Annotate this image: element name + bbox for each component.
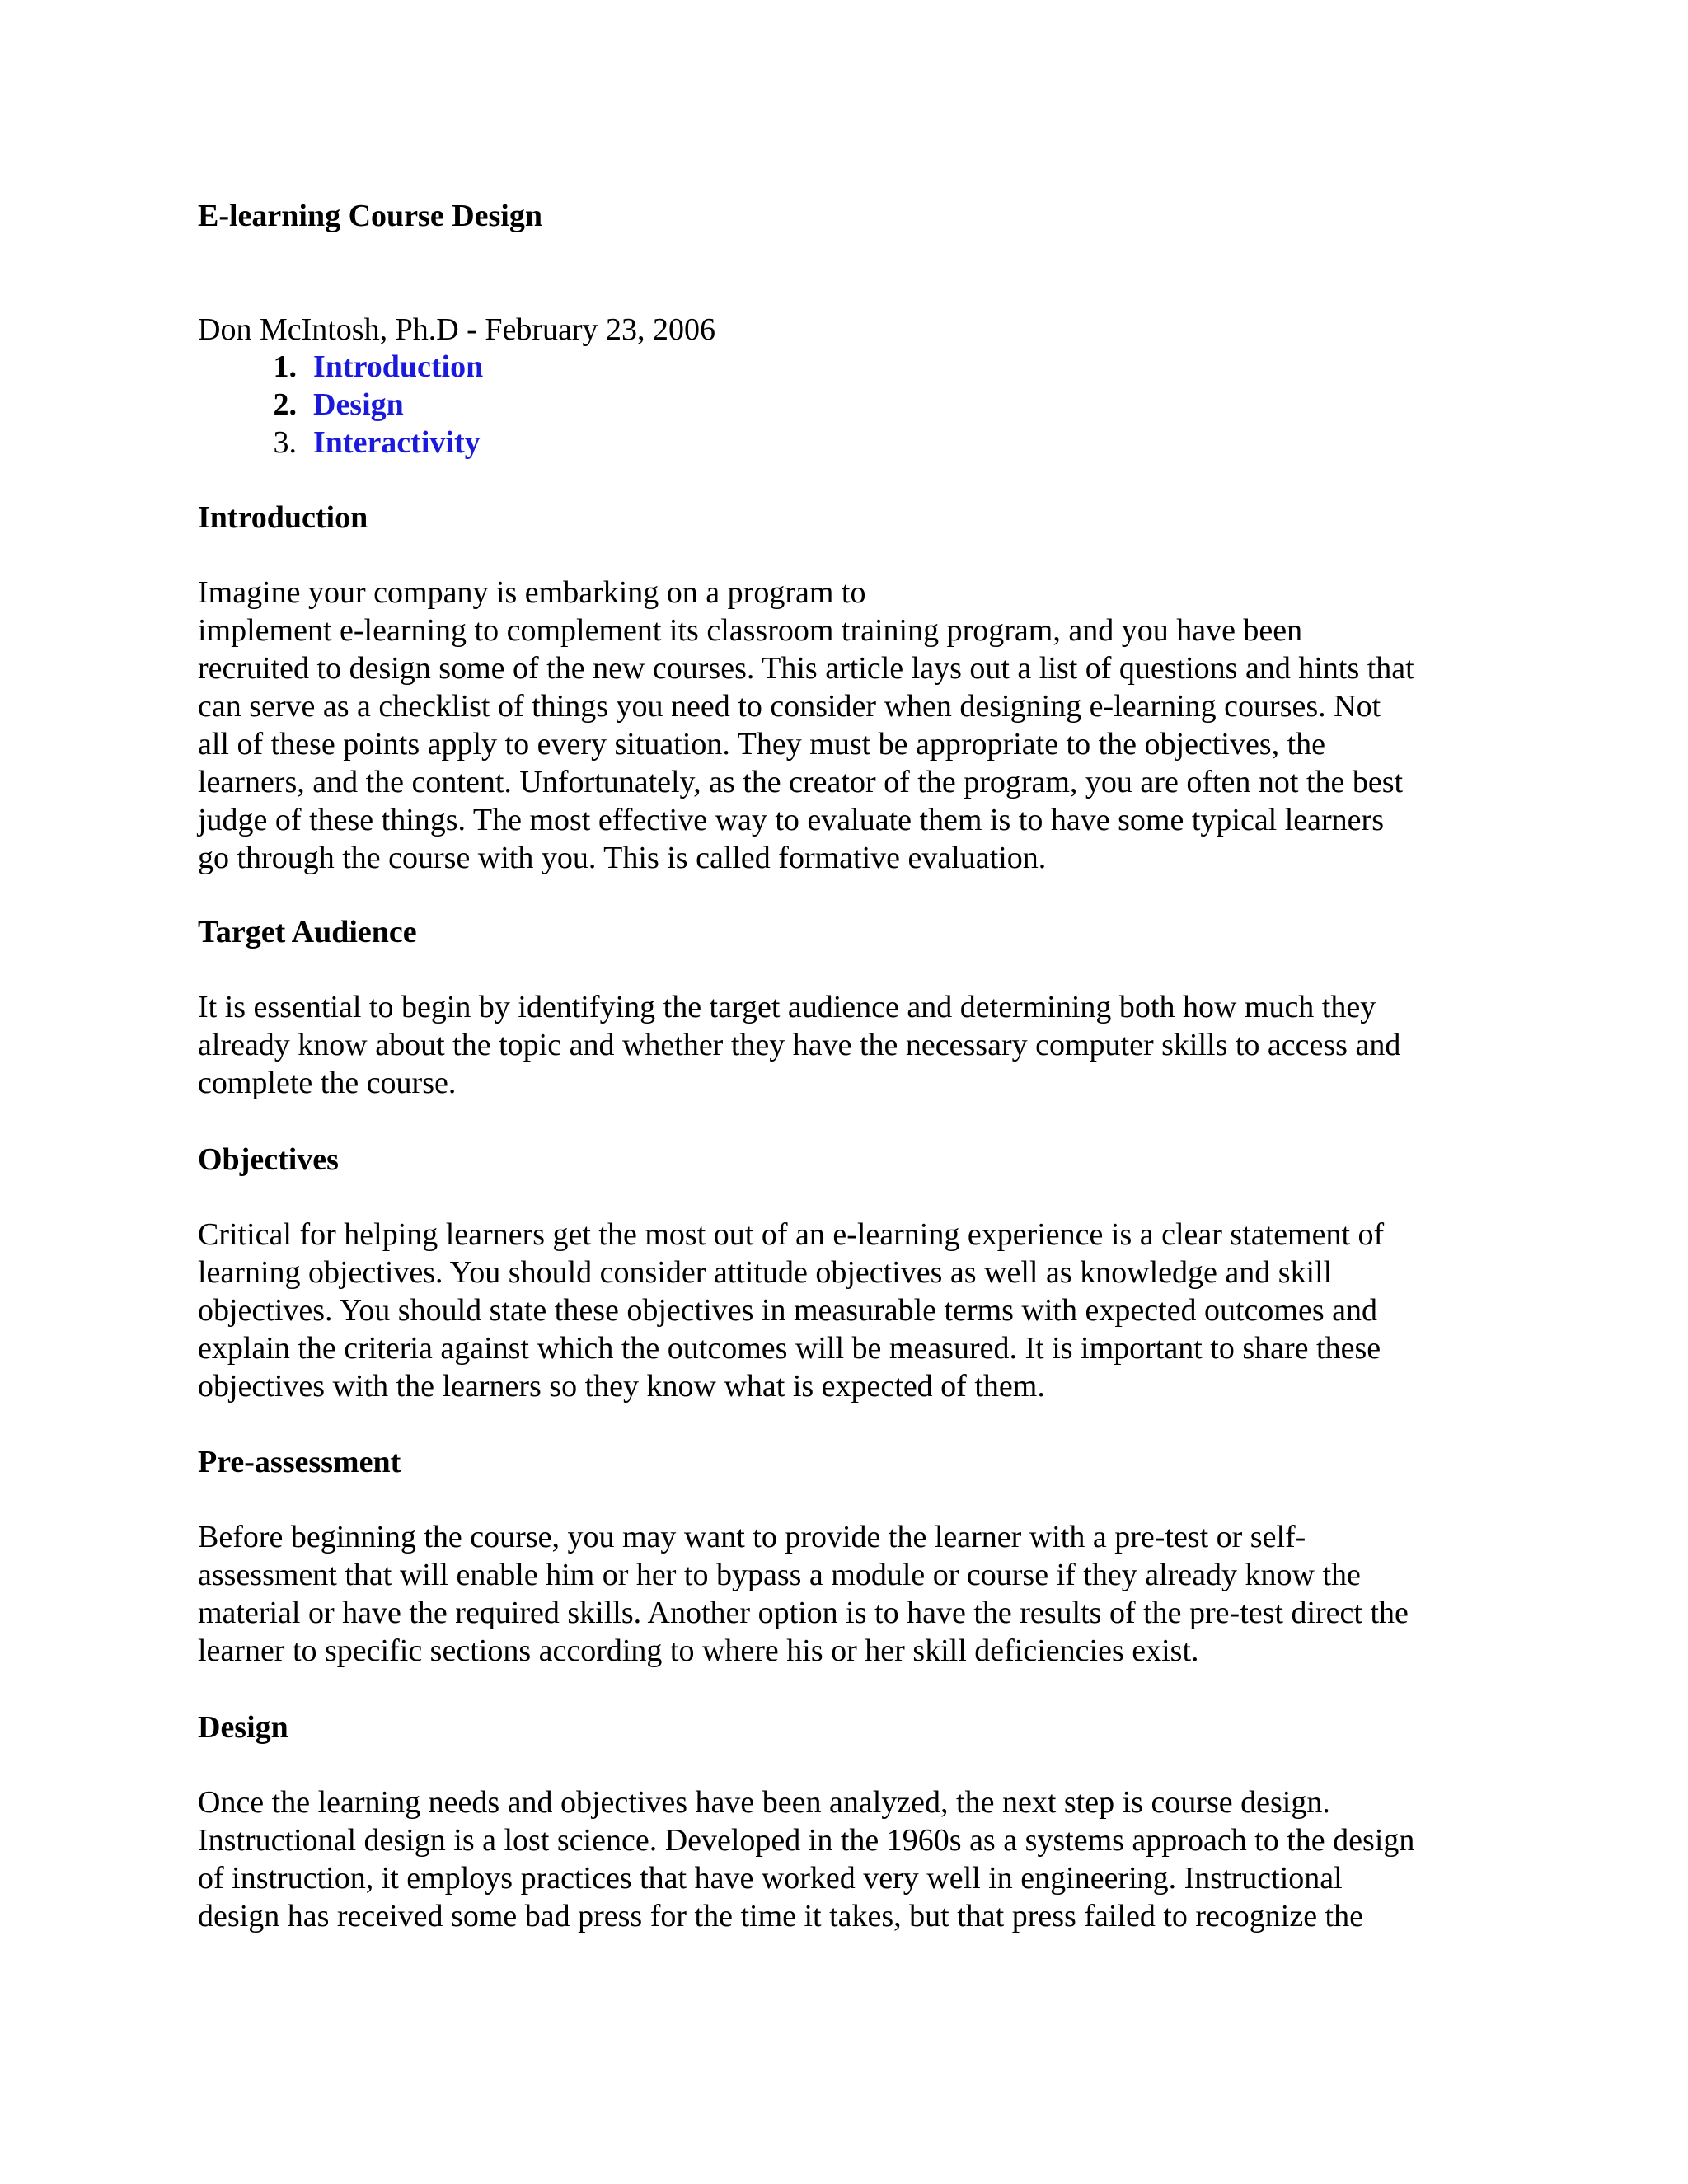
paragraph-target-audience [198, 988, 1500, 1102]
toc-link-design[interactable]: Design [313, 387, 404, 422]
paragraph-line: assessment that will enable him or her to bypass a module or course if they already know the [198, 1558, 1361, 1592]
toc-link-introduction[interactable]: Introduction [313, 349, 484, 384]
paragraph-line: Imagine your company is embarking on a program to [198, 575, 866, 610]
section-heading-target-audience: Target Audience [198, 915, 417, 949]
paragraph-line: material or have the required skills. Another option is to have the results of the pre-test direct the [198, 1596, 1409, 1630]
paragraph-line: learners, and the content. Unfortunately, as the creator of the program, you are often not the best [198, 765, 1404, 799]
paragraph-line: Critical for helping learners get the most out of an e-learning experience is a clear statement of [198, 1217, 1385, 1252]
paragraph-line: explain the criteria against which the outcomes will be measured. It is important to share these [198, 1331, 1381, 1366]
paragraph-line: of instruction, it employs practices that have worked very well in engineering. Instructional [198, 1861, 1343, 1896]
paragraph-line: recruited to design some of the new courses. This article lays out a list of questions and hints that [198, 651, 1414, 686]
document-title: E-learning Course Design [198, 199, 542, 233]
paragraph-line: already know about the topic and whether they have the necessary computer skills to access and [198, 1028, 1401, 1062]
paragraph-line: design has received some bad press for the time it takes, but that press failed to recognize the [198, 1899, 1363, 1933]
section-heading-pre-assessment: Pre-assessment [198, 1445, 401, 1479]
toc-number: 2. [273, 387, 297, 422]
paragraph-pre-assessment [198, 1518, 1500, 1670]
toc-number: 3. [273, 425, 297, 460]
section-heading-design: Design [198, 1710, 288, 1745]
paragraph-line: implement e-learning to complement its classroom training program, and you have been [198, 613, 1303, 648]
toc-number: 1. [273, 349, 297, 384]
paragraph-line: learner to specific sections according to where his or her skill deficiencies exist. [198, 1633, 1199, 1668]
paragraph-line: Before beginning the course, you may want to provide the learner with a pre-test or self- [198, 1520, 1306, 1554]
toc-item-interactivity [198, 424, 483, 462]
paragraph-line: all of these points apply to every situation. They must be appropriate to the objectives, the [198, 727, 1326, 762]
section-heading-introduction: Introduction [198, 500, 368, 535]
paragraph-line: judge of these things. The most effective way to evaluate them is to have some typical learners [198, 803, 1384, 837]
paragraph-introduction [198, 574, 1500, 877]
paragraph-line: can serve as a checklist of things you need to consider when designing e-learning courses. Not [198, 689, 1381, 724]
paragraph-line: objectives with the learners so they know what is expected of them. [198, 1369, 1045, 1404]
toc-item-introduction [198, 348, 483, 386]
paragraph-line: Once the learning needs and objectives have been analyzed, the next step is course design. [198, 1785, 1330, 1820]
paragraph-line: complete the course. [198, 1066, 457, 1100]
toc-link-interactivity[interactable]: Interactivity [313, 425, 481, 460]
paragraph-line: It is essential to begin by identifying the target audience and determining both how much they [198, 990, 1376, 1024]
paragraph-objectives [198, 1216, 1500, 1405]
section-heading-objectives: Objectives [198, 1142, 339, 1177]
author-byline: Don McIntosh, Ph.D - February 23, 2006 [198, 312, 716, 347]
paragraph-line: go through the course with you. This is called formative evaluation. [198, 841, 1047, 875]
toc-item-design [198, 386, 483, 424]
table-of-contents [198, 348, 483, 462]
paragraph-line: learning objectives. You should consider attitude objectives as well as knowledge and skill [198, 1255, 1333, 1290]
paragraph-line: Instructional design is a lost science. Developed in the 1960s as a systems approach to the design [198, 1823, 1415, 1858]
paragraph-design [198, 1783, 1500, 1935]
paragraph-line: objectives. You should state these objectives in measurable terms with expected outcomes and [198, 1293, 1377, 1328]
